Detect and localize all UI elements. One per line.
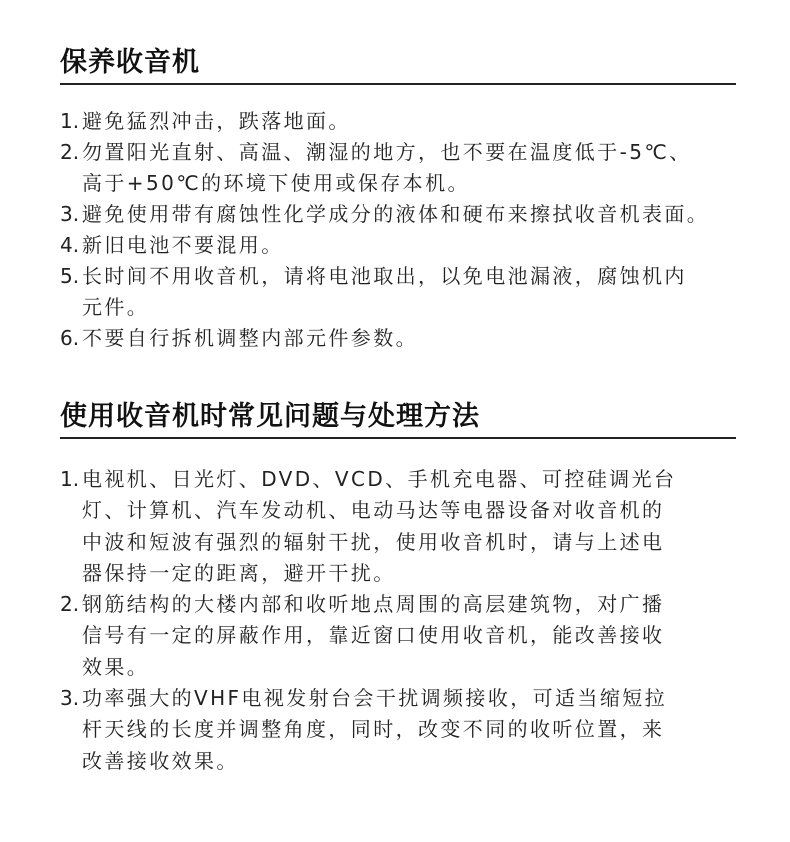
- item-text-line: 勿置阳光直射、高温、潮湿的地方，也不要在温度低于-5℃、: [82, 140, 692, 164]
- item-number: 3.: [60, 686, 80, 711]
- item-text-line: 改善接收效果。: [82, 748, 239, 773]
- item-number: 2.: [60, 140, 80, 164]
- list-item: [60, 137, 736, 199]
- list-item: [60, 230, 736, 261]
- section-divider: [60, 437, 736, 439]
- maintenance-list: [60, 106, 736, 354]
- item-text-line: 电视机、日光灯、DVD、VCD、手机充电器、可控硅调光台: [82, 467, 677, 491]
- item-number: 3.: [60, 202, 80, 226]
- section-title: 使用收音机时常见问题与处理方法: [60, 401, 480, 432]
- item-text-line: 信号有一定的屏蔽作用，靠近窗口使用收音机，能改善接收: [82, 623, 665, 648]
- list-item: [60, 106, 736, 137]
- list-item: [60, 589, 736, 683]
- list-item: [60, 199, 736, 230]
- item-text-line: 效果。: [82, 654, 150, 679]
- item-text-line: 避免使用带有腐蚀性化学成分的液体和硬布来擦拭收音机表面。: [82, 202, 710, 226]
- item-text-line: 杆天线的长度并调整角度，同时，改变不同的收听位置，来: [82, 717, 665, 742]
- troubleshooting-list: [60, 464, 736, 777]
- item-text-line: 不要自行拆机调整内部元件参数。: [82, 326, 418, 350]
- item-number: 1.: [60, 109, 80, 133]
- item-number: 4.: [60, 233, 80, 257]
- item-text-line: 灯、计算机、汽车发动机、电动马达等电器设备对收音机的: [82, 498, 665, 523]
- maintenance-section: [60, 46, 736, 354]
- item-text-line: 长时间不用收音机，请将电池取出，以免电池漏液，腐蚀机内: [82, 264, 687, 288]
- troubleshooting-section: [60, 400, 736, 777]
- list-item: [60, 261, 736, 323]
- section-divider: [60, 83, 736, 85]
- list-item: [60, 323, 736, 354]
- section-title: 保养收音机: [60, 47, 200, 78]
- item-text-line: 避免猛烈冲击，跌落地面。: [82, 109, 351, 133]
- item-number: 2.: [60, 592, 80, 617]
- item-text-line: 元件。: [82, 295, 150, 319]
- item-text-line: 功率强大的VHF电视发射台会干扰调频接收，可适当缩短拉: [82, 686, 668, 711]
- item-text-line: 新旧电池不要混用。: [82, 233, 284, 257]
- item-number: 1.: [60, 467, 80, 491]
- item-text-line: 器保持一定的距离，避开干扰。: [82, 560, 396, 585]
- list-item: [60, 683, 736, 777]
- list-item: [60, 464, 736, 589]
- item-text-line: 钢筋结构的大楼内部和收听地点周围的高层建筑物，对广播: [82, 592, 665, 617]
- item-text-line: 中波和短波有强烈的辐射干扰，使用收音机时，请与上述电: [82, 529, 665, 554]
- item-number: 6.: [60, 326, 80, 350]
- item-text-line: 高于+50℃的环境下使用或保存本机。: [82, 171, 470, 195]
- item-number: 5.: [60, 264, 80, 288]
